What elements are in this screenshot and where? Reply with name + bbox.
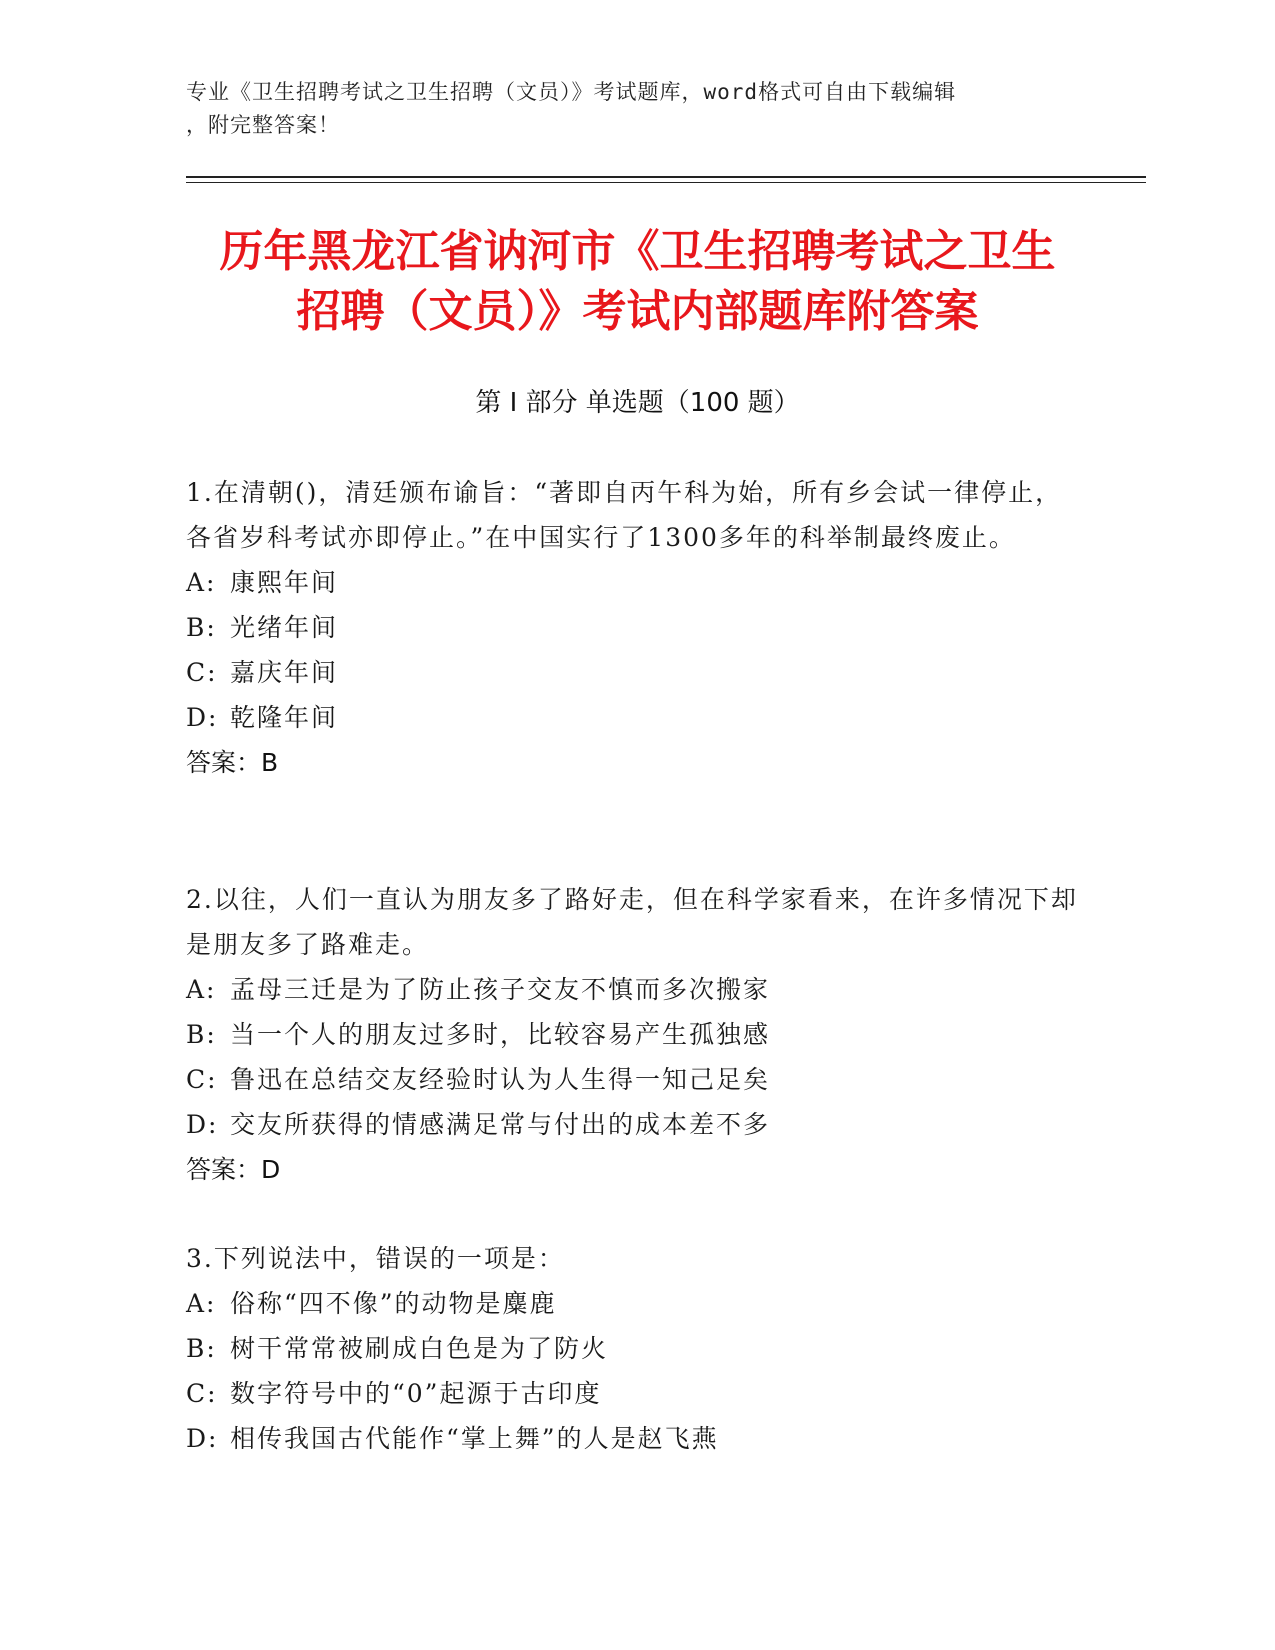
question-stem: 1.在清朝()，清廷颁布谕旨：“著即自丙午科为始，所有乡会试一律停止，各省岁科考试亦即停止。”在中国实行了1300多年的科举制最终废止。 [186,478,1063,552]
question-stem: 3.下列说法中，错误的一项是： [186,1244,565,1273]
option-text: 光绪年间 [230,613,339,642]
option-d [186,695,1086,740]
option-d [186,1102,1086,1147]
header-note-line-2: ，附完整答案！ [186,113,340,137]
option-b [186,1012,1086,1057]
option-b [186,1326,1086,1371]
option-text: 交友所获得的情感满足常与付出的成本差不多 [230,1110,771,1139]
option-text: 树干常常被刷成白色是为了防火 [230,1334,609,1363]
header-note [186,76,1086,142]
option-text: 康熙年间 [230,568,339,597]
option-b [186,605,1086,650]
document-title-line-2: 招聘（文员）》考试内部题库附答案 [296,286,979,337]
option-text: 乾隆年间 [230,703,339,732]
option-text: 孟母三迁是为了防止孩子交友不慎而多次搬家 [230,975,771,1004]
option-key: B: [186,1334,217,1363]
option-key: C: [186,658,218,687]
section-heading: 第 I 部分 单选题（100 题） [475,388,800,418]
option-key: A: [186,568,217,597]
answer-line: 答案：B [186,748,279,777]
option-text: 当一个人的朋友过多时，比较容易产生孤独感 [230,1020,771,1049]
option-key: A: [186,1289,217,1318]
document-title-line-1: 历年黑龙江省讷河市《卫生招聘考试之卫生 [219,226,1056,277]
option-c [186,650,1086,695]
option-c [186,1057,1086,1102]
option-text: 鲁迅在总结交友经验时认为人生得一知己足矣 [230,1065,771,1094]
option-text: 相传我国古代能作“掌上舞”的人是赵飞燕 [230,1424,719,1453]
option-key: A: [186,975,217,1004]
question-2 [186,877,1086,1192]
option-key: B: [186,1020,217,1049]
option-a [186,1281,1086,1326]
header-divider-thin [186,182,1146,183]
header-note-line-1: 专业《卫生招聘考试之卫生招聘（文员）》考试题库，word格式可自由下载编辑 [186,80,957,104]
option-text: 数字符号中的“0”起源于古印度 [230,1379,602,1408]
header-divider [186,176,1146,178]
option-key: D: [186,1110,219,1139]
option-a [186,560,1086,605]
option-text: 嘉庆年间 [230,658,339,687]
option-key: D: [186,1424,219,1453]
option-text: 俗称“四不像”的动物是麋鹿 [230,1289,557,1318]
option-c [186,1371,1086,1416]
option-key: C: [186,1379,218,1408]
option-a [186,967,1086,1012]
option-key: C: [186,1065,218,1094]
question-stem: 2.以往，人们一直认为朋友多了路好走，但在科学家看来，在许多情况下却是朋友多了路难走。 [186,885,1078,959]
option-d [186,1416,1086,1461]
document-title [150,222,1125,342]
answer-line: 答案：D [186,1155,281,1184]
question-1 [186,470,1086,785]
option-key: D: [186,703,219,732]
question-3 [186,1236,1086,1461]
option-key: B: [186,613,217,642]
